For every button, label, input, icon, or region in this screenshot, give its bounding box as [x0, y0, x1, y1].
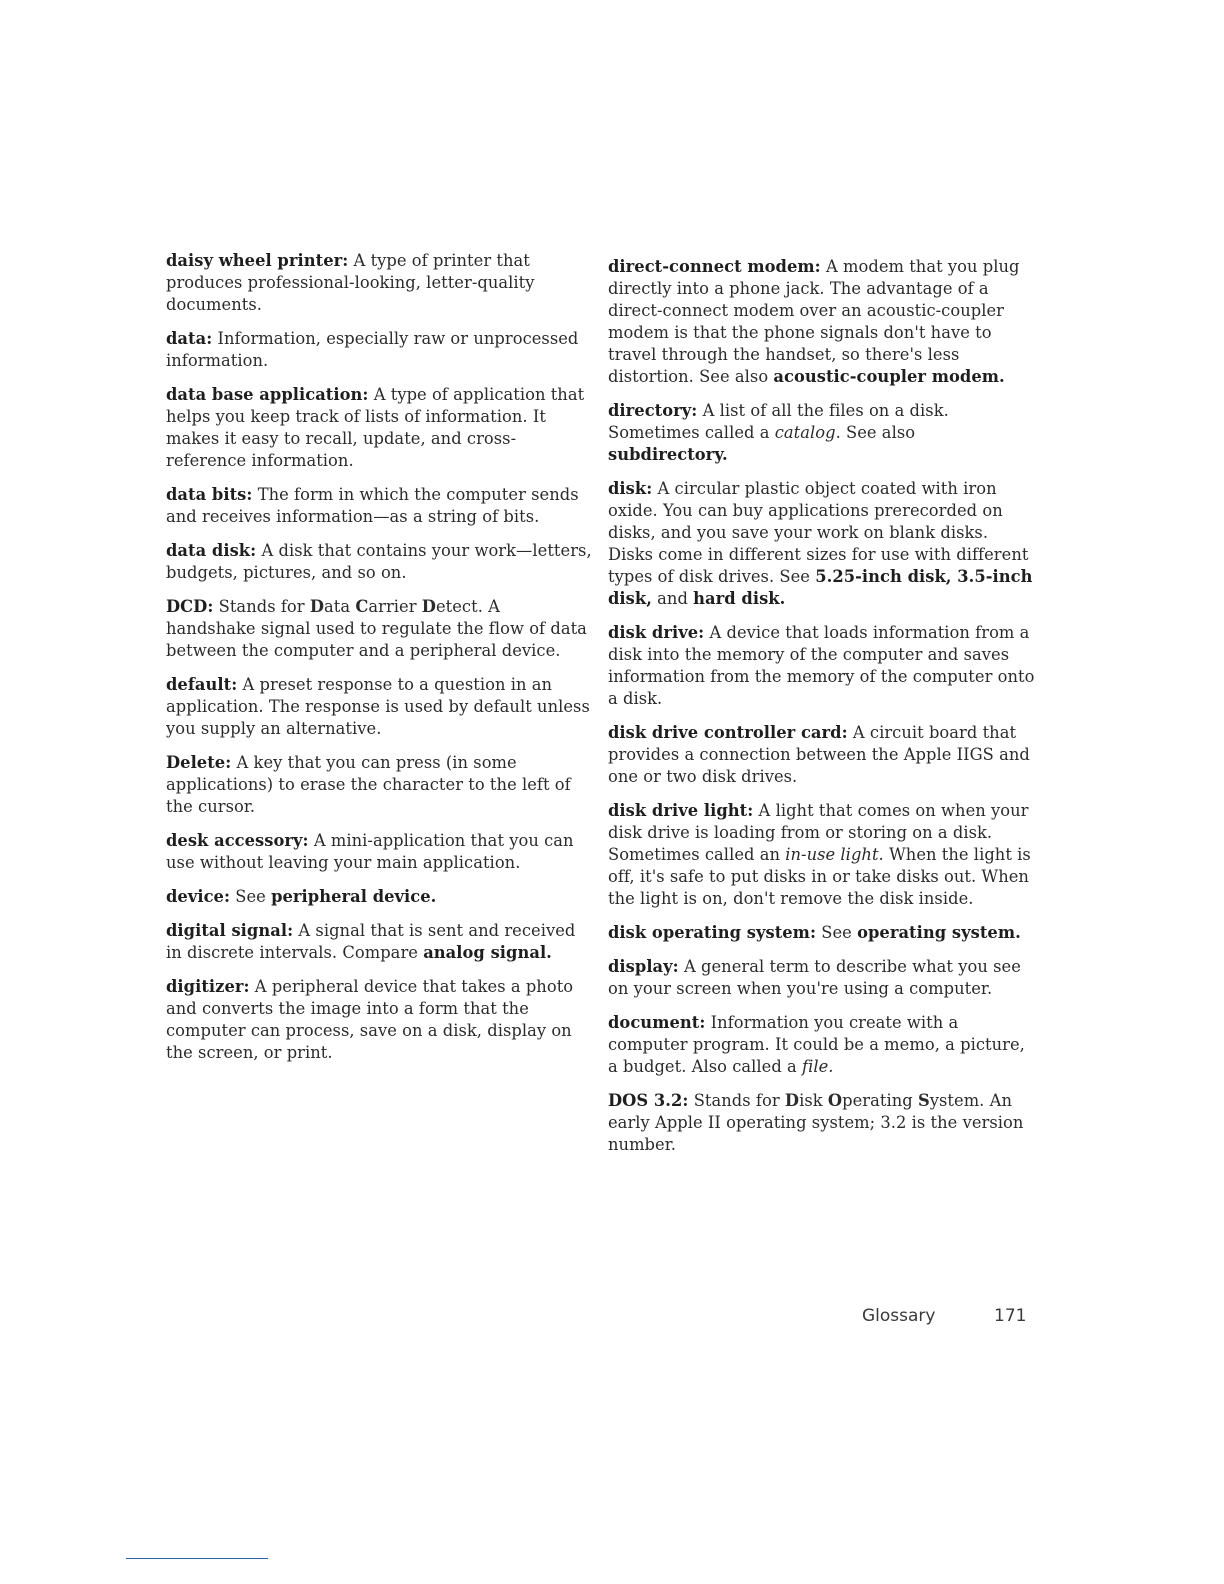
glossary-entry: device: See peripheral device. — [166, 887, 437, 906]
cross-reference: analog signal. — [423, 943, 552, 962]
glossary-entry: document: Information you create with a computer program. It could be a memo, a picture, a budget. Also called a file. — [608, 1013, 1025, 1076]
glossary-entry: disk drive controller card: A circuit board that provides a connection between the Apple IIGS and one or two disk drives. — [608, 723, 1030, 786]
cross-reference: 5.25-inch disk, 3.5-inch disk, — [608, 567, 1033, 608]
cross-reference: subdirectory. — [608, 445, 728, 464]
cross-reference: acoustic-coupler modem. — [773, 367, 1005, 386]
glossary-entry: data: Information, especially raw or unprocessed information. — [166, 329, 579, 370]
glossary-entry: directory: A list of all the files on a disk. Sometimes called a catalog. See also subdirectory. — [608, 401, 949, 464]
glossary-entry: data bits: The form in which the computer sends and receives information—as a string of bits. — [166, 485, 579, 526]
glossary-entry: disk operating system: See operating system. — [608, 923, 1021, 942]
glossary-entry: data disk: A disk that contains your work—letters, budgets, pictures, and so on. — [166, 541, 592, 582]
left-column — [166, 250, 592, 1076]
section-title: Glossary — [862, 1306, 936, 1326]
glossary-entry: disk drive: A device that loads information from a disk into the memory of the computer and saves information from the memory of the computer onto a disk. — [608, 623, 1035, 708]
glossary-entry: Delete: A key that you can press (in some applications) to erase the character to the left of the cursor. — [166, 753, 571, 816]
page-number: 171 — [994, 1306, 1027, 1326]
cross-reference: peripheral device. — [271, 887, 437, 906]
glossary-entry: DCD: Stands for Data Carrier Detect. A handshake signal used to regulate the flow of data between the computer and a peripheral device. — [166, 597, 587, 660]
cross-reference: hard disk. — [693, 589, 786, 608]
glossary-entry: digitizer: A peripheral device that takes a photo and converts the image into a form that the computer can process, save on a disk, display on the screen, or print. — [166, 977, 574, 1062]
glossary-entry: daisy wheel printer: A type of printer that produces professional-looking, letter-quality documents. — [166, 251, 535, 314]
glossary-entry: digital signal: A signal that is sent and received in discrete intervals. Compare analog signal. — [166, 921, 576, 962]
glossary-entry: desk accessory: A mini-application that you can use without leaving your main application. — [166, 831, 574, 872]
glossary-entry: direct-connect modem: A modem that you plug directly into a phone jack. The advantage of a direct-connect modem over an acoustic-coupler modem is that the phone signals don't have to travel through the handset, so there's less distortion. See also acoustic-coupler modem. — [608, 257, 1020, 386]
glossary-entry: DOS 3.2: Stands for Disk Operating System. An early Apple II operating system; 3.2 is the version number. — [608, 1091, 1024, 1154]
glossary-entry: display: A general term to describe what you see on your screen when you're using a computer. — [608, 957, 1021, 998]
cross-reference: operating system. — [857, 923, 1021, 942]
glossary-entry: disk: A circular plastic object coated with iron oxide. You can buy applications prerecorded on disks, and you save your work on blank disks. Disks come in different sizes for use with different types of disk drives. See 5.25-inch disk, 3.5-inch disk, and hard disk. — [608, 479, 1033, 608]
right-column — [608, 256, 1038, 1168]
glossary-entry: data base application: A type of application that helps you keep track of lists of information. It makes it easy to recall, update, and cross-reference information. — [166, 385, 585, 470]
glossary-entry: default: A preset response to a question in an application. The response is used by default unless you supply an alternative. — [166, 675, 590, 738]
footnote-rule — [126, 1558, 268, 1559]
page-footer — [862, 1306, 1026, 1326]
glossary-entry: disk drive light: A light that comes on when your disk drive is loading from or storing on a disk. Sometimes called an in-use light. When the light is off, it's safe to put disks in or take disks out. When the light is on, don't remove the disk inside. — [608, 801, 1031, 908]
